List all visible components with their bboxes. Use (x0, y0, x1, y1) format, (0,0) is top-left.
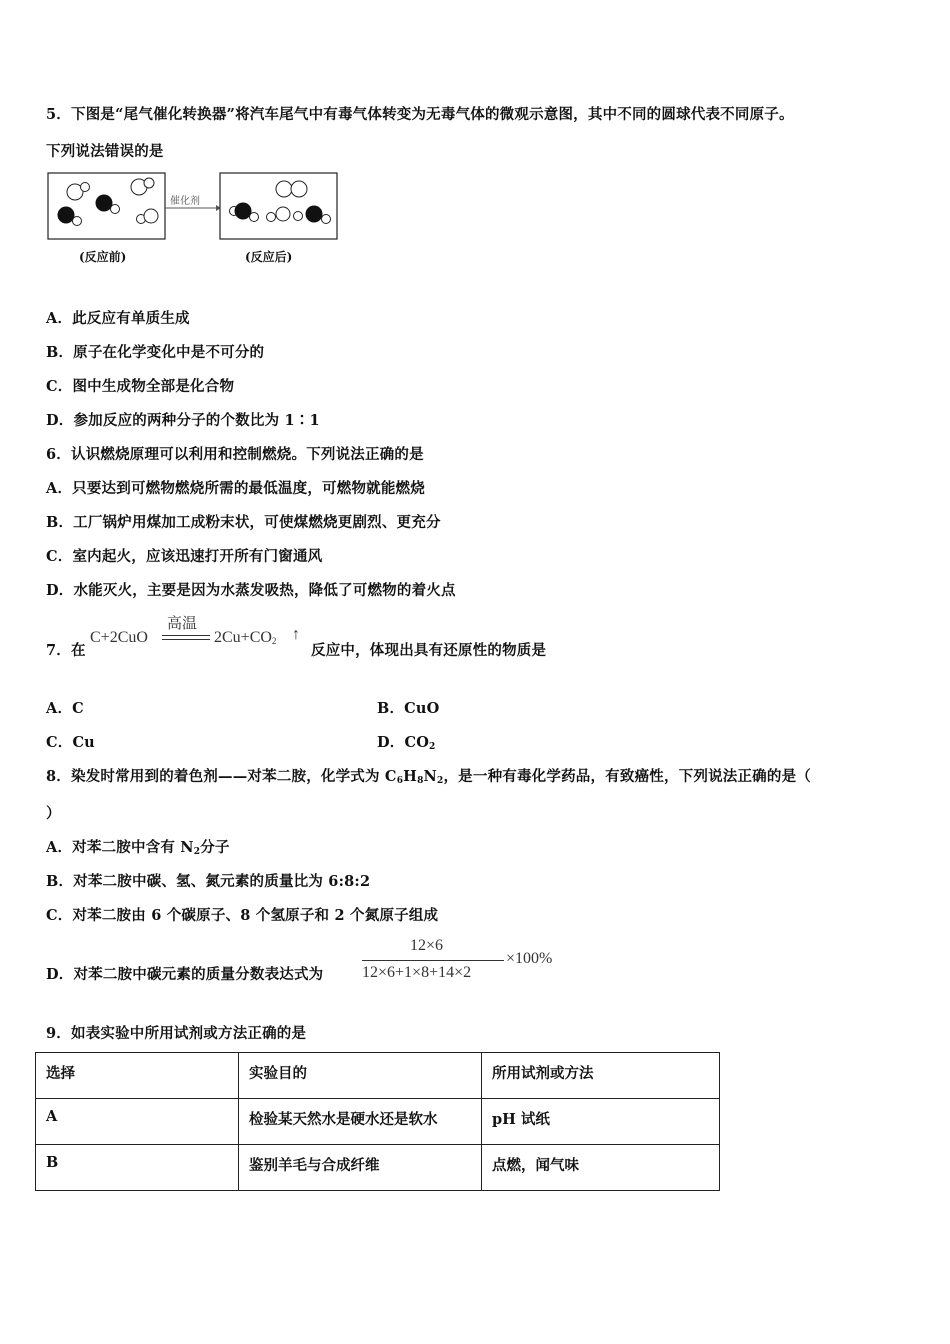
header-method: 所用试剂或方法 (482, 1053, 720, 1099)
q8-option-c: C．对苯二胺由 6 个碳原子、8 个氢原子和 2 个氮原子组成 (46, 907, 439, 924)
equation-right: $2Cu+CO_2$ (214, 629, 277, 646)
row-b-purpose: 鉴别羊毛与合成纤维 (239, 1145, 482, 1191)
gas-arrow: ↑ (292, 626, 300, 643)
q6-option-b: B．工厂锅炉用煤加工成粉末状，可使煤燃烧更剧烈、更充分 (46, 514, 441, 531)
row-a-choice: A (36, 1099, 239, 1145)
q5-option-d: D．参加反应的两种分子的个数比为 1∶1 (46, 412, 320, 429)
q6-stem: 6．认识燃烧原理可以利用和控制燃烧。下列说法正确的是 (46, 446, 424, 463)
q8-option-d: D．对苯二胺中碳元素的质量分数表达式为 (46, 966, 324, 983)
q6-option-d: D．水能灭火，主要是因为水蒸发吸热，降低了可燃物的着火点 (46, 582, 456, 599)
q6-option-c: C．室内起火，应该迅速打开所有门窗通风 (46, 548, 323, 565)
row-b-method: 点燃，闻气味 (482, 1145, 720, 1191)
q6-option-a: A．只要达到可燃物燃烧所需的最低温度，可燃物就能燃烧 (46, 480, 425, 497)
q7-option-b: B．CuO (377, 700, 440, 717)
q5-option-a: A．此反应有单质生成 (46, 310, 190, 327)
q5-stem-line2: 下列说法错误的是 (46, 143, 164, 160)
row-a-method: pH 试纸 (482, 1099, 720, 1145)
q7-option-a: A．C (46, 700, 84, 717)
q7-suffix: 反应中，体现出具有还原性的物质是 (311, 642, 547, 659)
row-b-choice: B (36, 1145, 239, 1191)
fraction-numerator: 12×6 (410, 937, 444, 954)
table-header-row (36, 1053, 720, 1099)
fraction-denominator: 12×6+1×8+14×2 (362, 964, 472, 981)
header-purpose: 实验目的 (239, 1053, 482, 1099)
caption-after: (反应后) (245, 250, 293, 264)
table-row (36, 1099, 720, 1145)
q7-option-c: C．Cu (46, 734, 95, 751)
table-row (36, 1145, 720, 1191)
fraction-tail: ×100% (506, 950, 553, 967)
q5-option-b: B．原子在化学变化中是不可分的 (46, 344, 265, 361)
q5-stem-line1: 5．下图是“尾气催化转换器”将汽车尾气中有毒气体转变为无毒气体的微观示意图，其中不同的圆球代表不同原子。 (46, 106, 794, 123)
header-choice: 选择 (36, 1053, 239, 1099)
q7-option-d: D．$CO_2$ (377, 734, 436, 752)
experiment-table (35, 1052, 720, 1191)
row-a-purpose: 检验某天然水是硬水还是软水 (239, 1099, 482, 1145)
catalyst-label: 催化剂 (170, 196, 200, 207)
q8-option-a: A．对苯二胺中含有 $N_2$分子 (46, 839, 230, 857)
caption-before: (反应前) (79, 250, 127, 264)
equation-left: C+2CuO (90, 629, 148, 646)
equation-condition: 高温 (167, 616, 198, 632)
q8-stem: 8．染发时常用到的着色剂——对苯二胺，化学式为 $C_6H_8N_2$，是一种有毒化学药品，有致癌性，下列说法正确的是（ (46, 768, 811, 786)
reaction-diagram (44, 170, 344, 245)
q8-stem-close: ） (46, 805, 61, 822)
q8-option-b: B．对苯二胺中碳、氢、氮元素的质量比为 6:8:2 (46, 873, 371, 890)
q9-stem: 9．如表实验中所用试剂或方法正确的是 (46, 1025, 307, 1042)
q5-option-c: C．图中生成物全部是化合物 (46, 378, 235, 395)
q7-prefix: 7．在 (46, 642, 86, 659)
